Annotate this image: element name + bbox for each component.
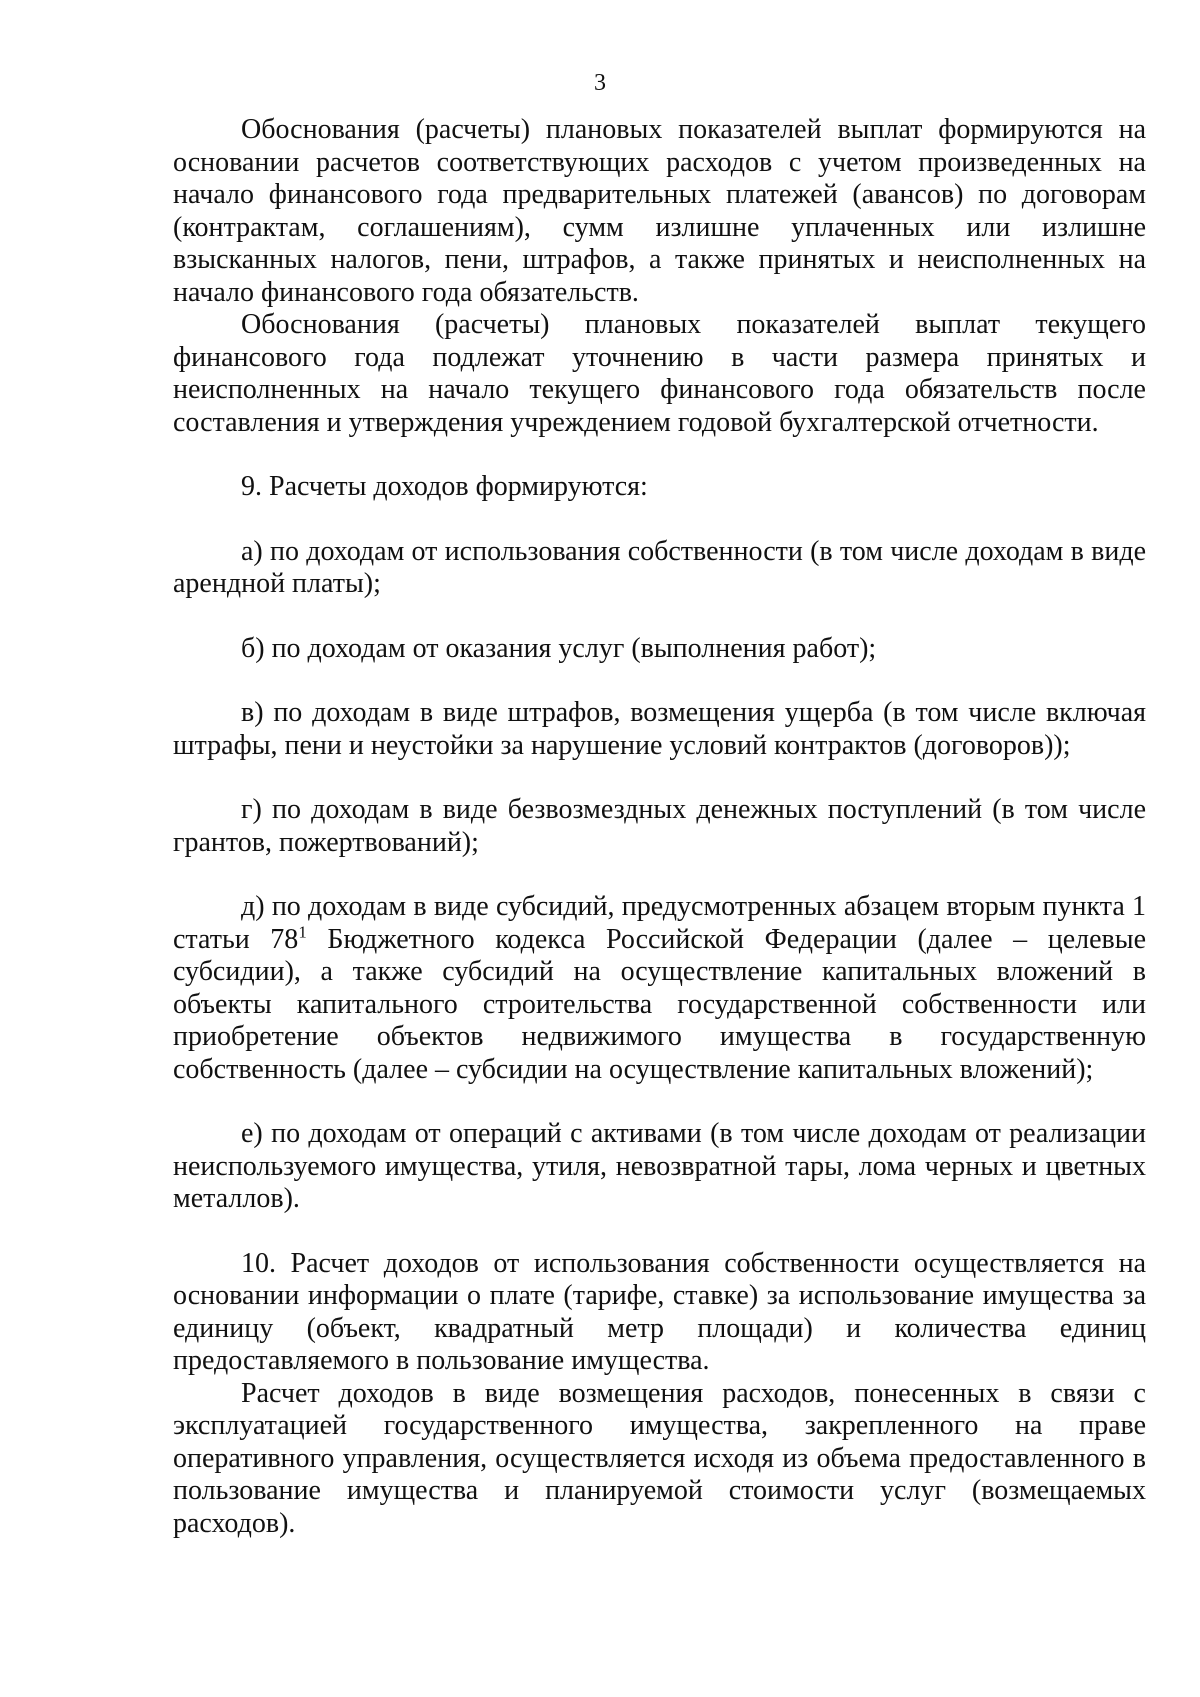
list-item-g: г) по доходам в виде безвозмездных денежных поступлений (в том числе грантов, пожертвований); bbox=[173, 794, 1146, 858]
article-superscript: 1 bbox=[298, 922, 307, 942]
list-item-e: е) по доходам от операций с активами (в том числе доходам от реализации неиспользуемого имущества, утиля, невозвратной тары, лома черных и цветных металлов). bbox=[173, 1118, 1146, 1214]
paragraph-justification-update: Обоснования (расчеты) плановых показателей выплат текущего финансового года подлежат уточнению в части размера принятых и неисполненных на начало текущего финансового года обязательств после составления и утверждения учреждением годовой бухгалтерской отчетности. bbox=[173, 309, 1146, 438]
list-item-a: а) по доходам от использования собственности (в том числе доходам в виде арендной платы); bbox=[173, 535, 1146, 599]
document-body bbox=[173, 114, 1146, 1540]
section-10-paragraph: 10. Расчет доходов от использования собственности осуществляется на основании информации о плате (тарифе, ставке) за использование имущества за единицу (объект, квадратный метр площади) и количества единиц предоставляемого в пользование имущества. bbox=[173, 1247, 1146, 1376]
list-item-d-text-before: д) по доходам в виде субсидий, предусмотренных абзацем вторым пункта 1 статьи 78 bbox=[173, 891, 1146, 955]
list-item-d bbox=[173, 891, 1146, 1086]
section-9-heading: 9. Расчеты доходов формируются: bbox=[241, 471, 648, 502]
list-item-d-text-after: Бюджетного кодекса Российской Федерации (далее – целевые субсидии), а также субсидий на осуществление капитальных вложений в объекты капитального строительства государственной собственности или приобретение объектов недвижимого имущества в государственную собственность (далее – субсидии на осуществление капитальных вложений); bbox=[173, 923, 1146, 1085]
paragraph-reimbursement: Расчет доходов в виде возмещения расходов, понесенных в связи с эксплуатацией государственного имущества, закрепленного на праве оперативного управления, осуществляется исходя из объема предоставленного в пользование имущества и планируемой стоимости услуг (возмещаемых расходов). bbox=[173, 1377, 1146, 1539]
paragraph-justification-basis: Обоснования (расчеты) плановых показателей выплат формируются на основании расчетов соответствующих расходов с учетом произведенных на начало финансового года предварительных платежей (авансов) по договорам (контрактам, соглашениям), сумм излишне уплаченных или излишне взысканных налогов, пени, штрафов, а также принятых и неисполненных на начало финансового года обязательств. bbox=[173, 114, 1146, 308]
page-number: 3 bbox=[594, 70, 606, 96]
list-item-v: в) по доходам в виде штрафов, возмещения ущерба (в том числе включая штрафы, пени и неустойки за нарушение условий контрактов (договоров)); bbox=[173, 697, 1146, 761]
list-item-b: б) по доходам от оказания услуг (выполнения работ); bbox=[241, 632, 877, 664]
